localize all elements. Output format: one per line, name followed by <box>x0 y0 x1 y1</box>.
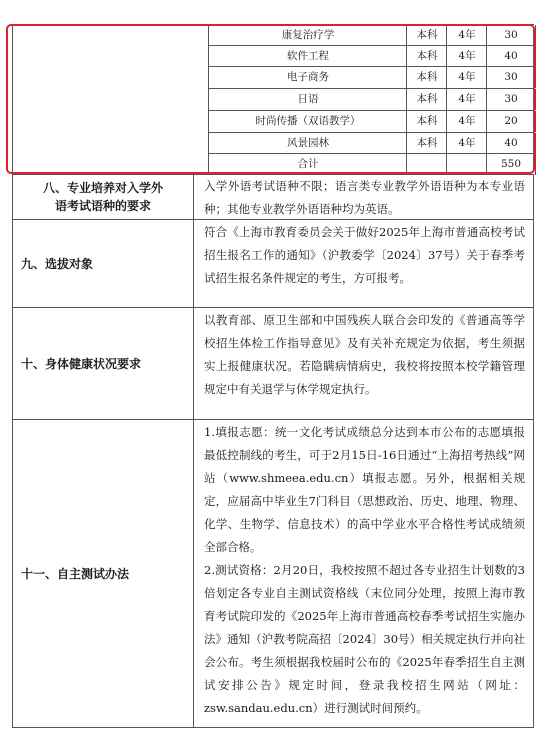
degree-level: 本科 <box>406 46 447 67</box>
major-name: 软件工程 <box>208 46 407 67</box>
major-name: 电子商务 <box>208 67 407 88</box>
section-label: 十、身体健康状况要求 <box>21 357 142 371</box>
section-text <box>193 308 533 419</box>
study-years: 4年 <box>446 133 487 154</box>
study-years: 4年 <box>446 67 487 88</box>
section-label: 十一、自主测试办法 <box>21 567 130 581</box>
study-years: 4年 <box>446 89 487 110</box>
quota-count: 20 <box>486 111 536 132</box>
section-text <box>193 174 533 219</box>
quota-count: 30 <box>486 25 536 46</box>
major-name: 时尚传播（双语教学） <box>208 111 407 132</box>
section-paragraph: 入学外语考试语种不限；语言类专业教学外语语种为本专业语种；其他专业教学外语语种均为英语。 <box>204 179 525 216</box>
section-label: 九、选拔对象 <box>21 257 94 271</box>
section-label-line2: 语考试语种的要求 <box>54 198 151 213</box>
section-paragraph: 符合《上海市教育委员会关于做好2025年上海市普通高校考试招生报名工作的通知》（沪教委学〔2024〕37号）关于春季考试招生报名条件规定的考生，方可报考。 <box>204 225 525 285</box>
degree-level: 本科 <box>406 111 447 132</box>
section-paragraph-2: 2.测试资格：2月20日，我校按照不超过各专业招生计划数的3倍划定各专业自主测试资格线（末位同分处理，按照上海市教育考试院印发的《2025年上海市普通高校春季考试招生实施办法》通知（沪教考院高招〔2024〕30号）相关规定执行并向社会公布。考生须根据我校届时公布的《2025年春季招生自主测试安排公告》规定时间，登录我校招生网站（网址：zsw.sandau.edu.cn）进行测试时间预约。 <box>204 563 525 715</box>
section-text <box>193 420 533 727</box>
section-health <box>12 308 534 420</box>
major-name: 日语 <box>208 89 407 110</box>
section-paragraph-1: 1.填报志愿：统一文化考试成绩总分达到本市公布的志愿填报最低控制线的考生，可于2月15日-16日通过“上海招考热线”网站（www.shmeea.edu.cn）填报志愿。另外，根据相关规定，应届高中毕业生7门科目（思想政治、历史、地理、物理、化学、生物学、信息技术）的高中学业水平合格性考试成绩须全部合格。 <box>204 425 525 554</box>
degree-level: 本科 <box>406 89 447 110</box>
quota-count: 40 <box>486 46 536 67</box>
total-value: 550 <box>486 154 536 175</box>
quota-count: 30 <box>486 89 536 110</box>
major-name: 康复治疗学 <box>208 25 407 46</box>
degree-level: 本科 <box>406 67 447 88</box>
section-text <box>193 220 533 307</box>
quota-count: 40 <box>486 133 536 154</box>
study-years: 4年 <box>446 46 487 67</box>
section-label-line1: 八、专业培养对入学外 <box>42 180 163 195</box>
section-paragraph: 以教育部、原卫生部和中国残疾人联合会印发的《普通高等学校招生体检工作指导意见》及有关补充规定为依据，考生须据实上报健康状况。若隐瞒病情病史，我校将按照本校学籍管理规定中有关退学与休学规定执行。 <box>204 313 525 396</box>
degree-level: 本科 <box>406 133 447 154</box>
red-highlight-box <box>6 24 535 174</box>
total-label: 合计 <box>208 154 407 175</box>
study-years: 4年 <box>446 25 487 46</box>
section-foreign-language <box>12 174 534 220</box>
study-years: 4年 <box>446 111 487 132</box>
major-name: 风景园林 <box>208 133 407 154</box>
section-eligibility <box>12 220 534 308</box>
degree-level: 本科 <box>406 25 447 46</box>
quota-count: 30 <box>486 67 536 88</box>
section-self-test <box>12 420 534 728</box>
section-label <box>13 174 193 219</box>
